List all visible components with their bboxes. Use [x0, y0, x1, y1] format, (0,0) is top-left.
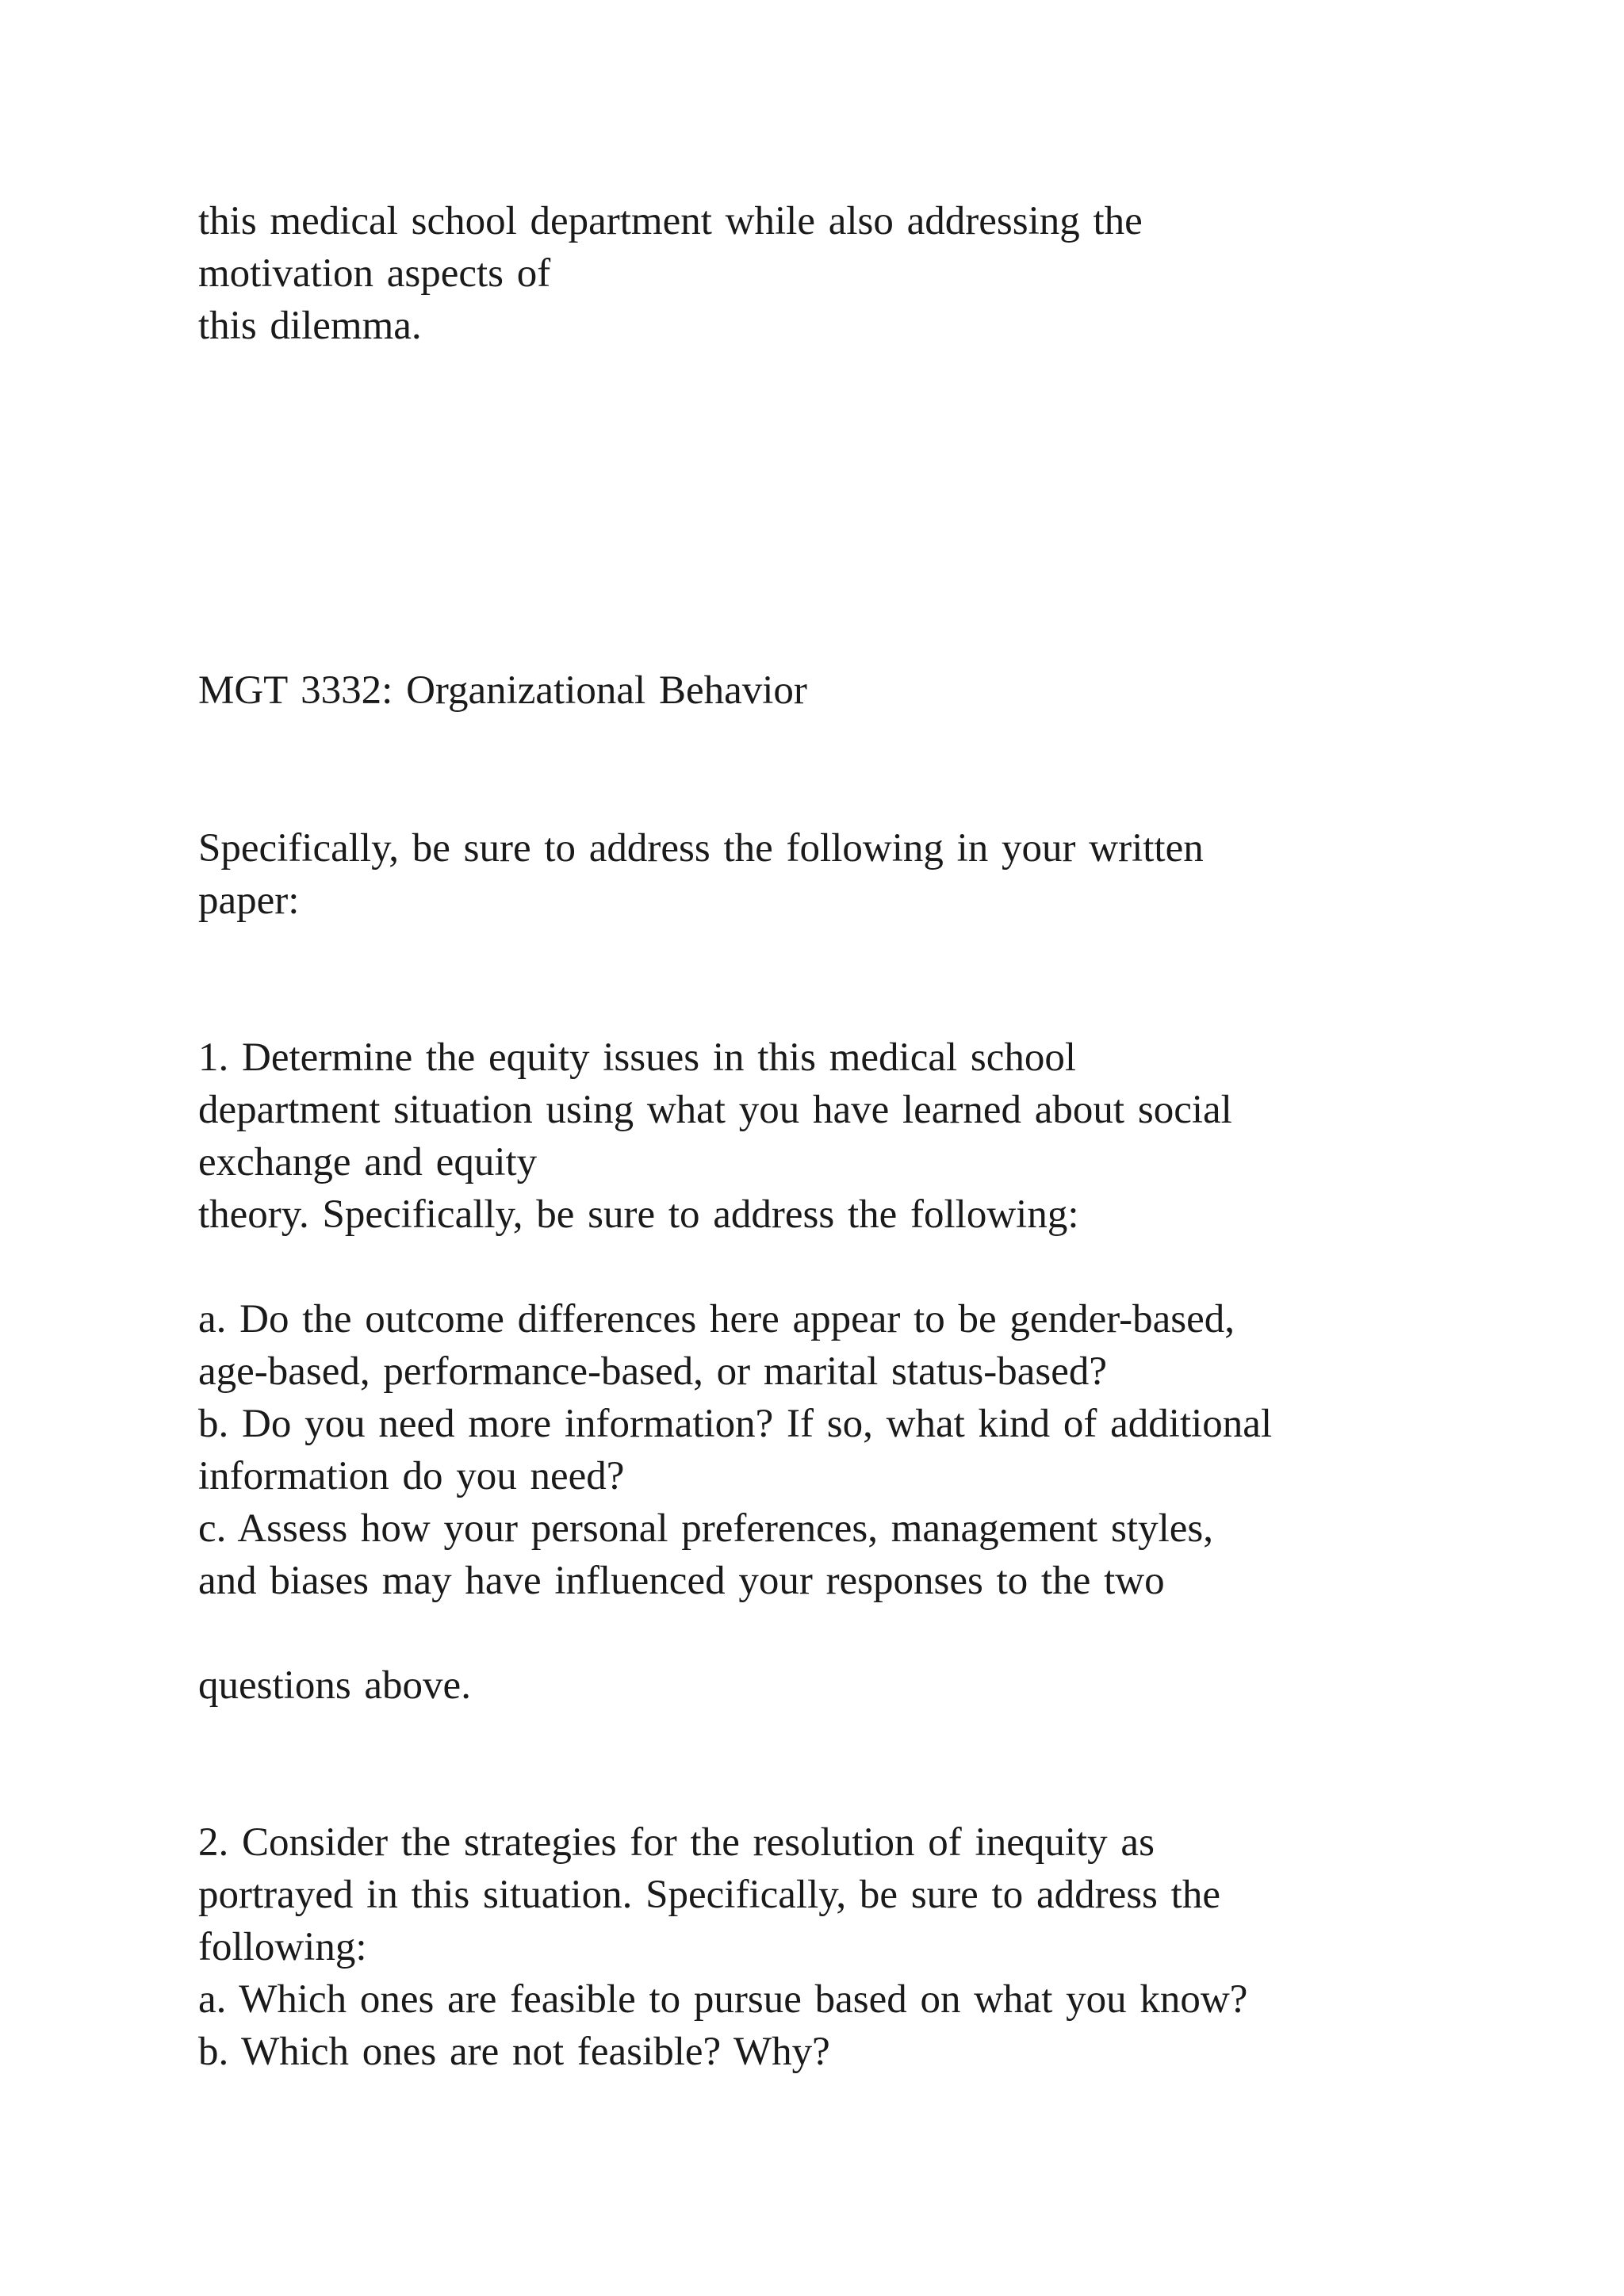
intro-line: this dilemma. — [198, 304, 422, 348]
item1-sub-line: c. Assess how your personal preferences, management styles, — [198, 1506, 1213, 1551]
intro-line: this medical school department while also addressing the — [198, 199, 1143, 243]
item1-line: exchange and equity — [198, 1140, 538, 1184]
item1-sub-line: information do you need? — [198, 1454, 625, 1498]
item2-line: portrayed in this situation. Specifically, be sure to address the — [198, 1873, 1220, 1917]
item1-sub-line: age-based, performance-based, or marital status-based? — [198, 1349, 1107, 1394]
intro-line: motivation aspects of — [198, 251, 551, 296]
item1-end-line: questions above. — [198, 1663, 471, 1708]
course-title: MGT 3332: Organizational Behavior — [198, 668, 807, 713]
instructions-line: Specifically, be sure to address the following in your written — [198, 826, 1204, 871]
item1-line: 1. Determine the equity issues in this medical school — [198, 1035, 1077, 1080]
item1-sub-line: b. Do you need more information? If so, what kind of additional — [198, 1402, 1273, 1446]
instructions-line: paper: — [198, 878, 300, 923]
item2-line: following: — [198, 1925, 367, 1969]
item1-sub-line: a. Do the outcome differences here appear to be gender-based, — [198, 1297, 1235, 1341]
item2-line: a. Which ones are feasible to pursue based on what you know? — [198, 1977, 1248, 2022]
item1-line: theory. Specifically, be sure to address the following: — [198, 1192, 1079, 1237]
item2-line: b. Which ones are not feasible? Why? — [198, 2030, 830, 2074]
item2-line: 2. Consider the strategies for the resolution of inequity as — [198, 1820, 1155, 1865]
item1-line: department situation using what you have learned about social — [198, 1088, 1232, 1132]
item1-sub-line: and biases may have influenced your responses to the two — [198, 1559, 1165, 1603]
